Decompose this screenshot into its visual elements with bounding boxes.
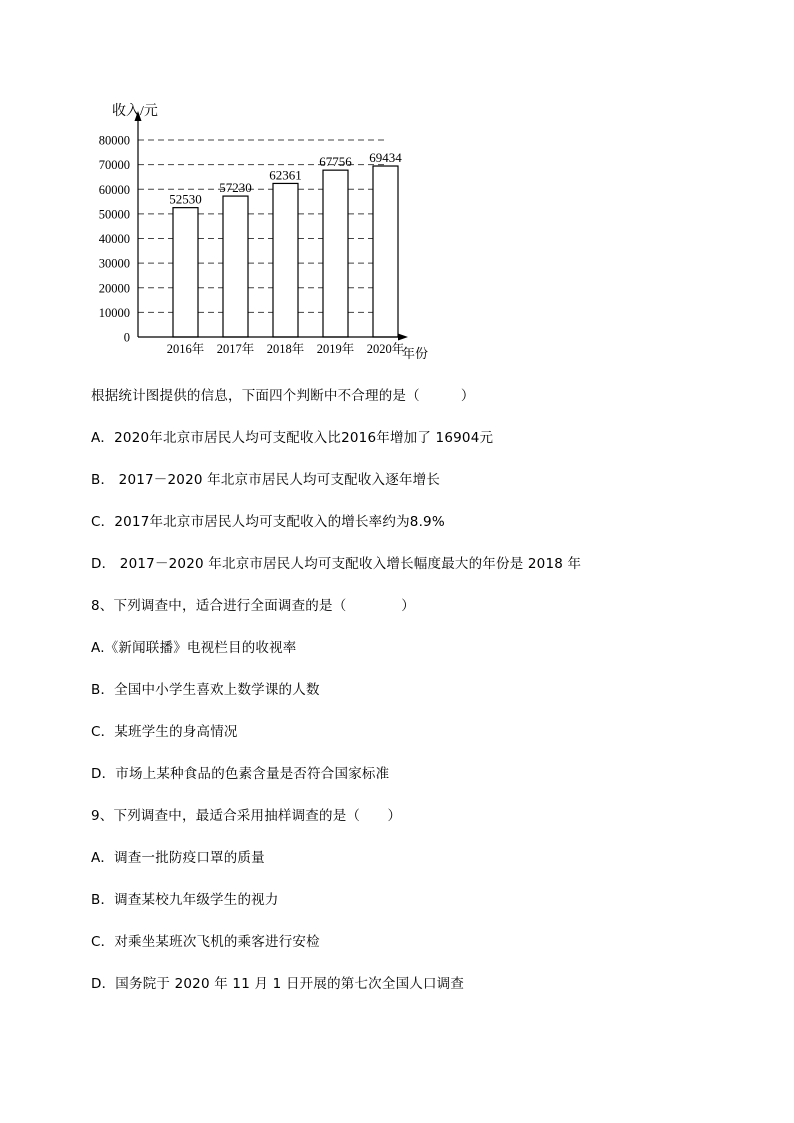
x-axis-title: 年份	[402, 346, 429, 361]
question-9-option-b: B．调查某校九年级学生的视力	[91, 892, 279, 908]
chart-bars	[173, 166, 398, 337]
bar-2020年	[373, 166, 398, 337]
y-tick-label: 30000	[98, 256, 130, 271]
y-tick-label: 80000	[98, 133, 130, 148]
question-9-option-d: D．国务院于 2020 年 11 月 1 日开展的第七次全国人口调查	[91, 976, 465, 992]
y-tick-label: 0	[123, 330, 130, 345]
y-tick-label: 10000	[98, 305, 130, 320]
question-8-option-a: A.《新闻联播》电视栏目的收视率	[91, 640, 297, 656]
question-9-stem: 9、下列调查中，最适合采用抽样调查的是（ ）	[91, 808, 402, 824]
question-8-option-d: D．市场上某种食品的色素含量是否符合国家标准	[91, 766, 390, 782]
bar-2019年	[323, 170, 348, 337]
question-7-option-c: C．2017年北京市居民人均可支配收入的增长率约为8.9%	[91, 514, 445, 530]
question-8-stem: 8、下列调查中，适合进行全面调查的是（ ）	[91, 598, 415, 614]
bar-2016年	[173, 208, 198, 337]
y-axis-title: 收入/元	[112, 104, 158, 119]
x-tick-label: 2016年	[166, 342, 205, 356]
question-7-option-a: A．2020年北京市居民人均可支配收入比2016年增加了 16904元	[91, 430, 494, 446]
bar-value-label: 57230	[219, 180, 252, 196]
y-tick-label: 60000	[98, 182, 130, 197]
x-tick-label: 2020年	[366, 342, 405, 356]
bar-value-label: 62361	[269, 167, 302, 183]
y-axis-tick-labels	[99, 134, 130, 345]
question-7-stem: 根据统计图提供的信息，下面四个判断中不合理的是（ ）	[91, 388, 475, 404]
x-axis-tick-labels	[167, 341, 405, 356]
income-bar-chart	[90, 95, 450, 370]
question-9-option-c: C．对乘坐某班次飞机的乘客进行安检	[91, 934, 320, 950]
x-axis-arrow	[398, 334, 408, 341]
question-7-option-d: D． 2017－2020 年北京市居民人均可支配收入增长幅度最大的年份是 2018 年	[91, 556, 582, 572]
question-9-option-a: A．调查一批防疫口罩的质量	[91, 850, 265, 866]
x-tick-label: 2018年	[266, 342, 305, 356]
bar-value-label: 52530	[169, 191, 202, 207]
bar-value-label: 69434	[369, 150, 402, 166]
y-tick-label: 40000	[98, 232, 130, 246]
x-tick-label: 2019年	[316, 342, 355, 356]
bar-value-label: 67756	[319, 154, 352, 170]
bar-2018年	[273, 183, 298, 337]
y-tick-label: 70000	[98, 158, 130, 173]
y-tick-label: 20000	[98, 281, 130, 296]
question-8-option-c: C．某班学生的身高情况	[91, 724, 238, 740]
bar-2017年	[223, 196, 248, 337]
y-tick-label: 50000	[98, 207, 130, 222]
x-tick-label: 2017年	[216, 342, 255, 356]
question-7-option-b: B． 2017－2020 年北京市居民人均可支配收入逐年增长	[91, 472, 441, 488]
question-8-option-b: B．全国中小学生喜欢上数学课的人数	[91, 682, 320, 698]
